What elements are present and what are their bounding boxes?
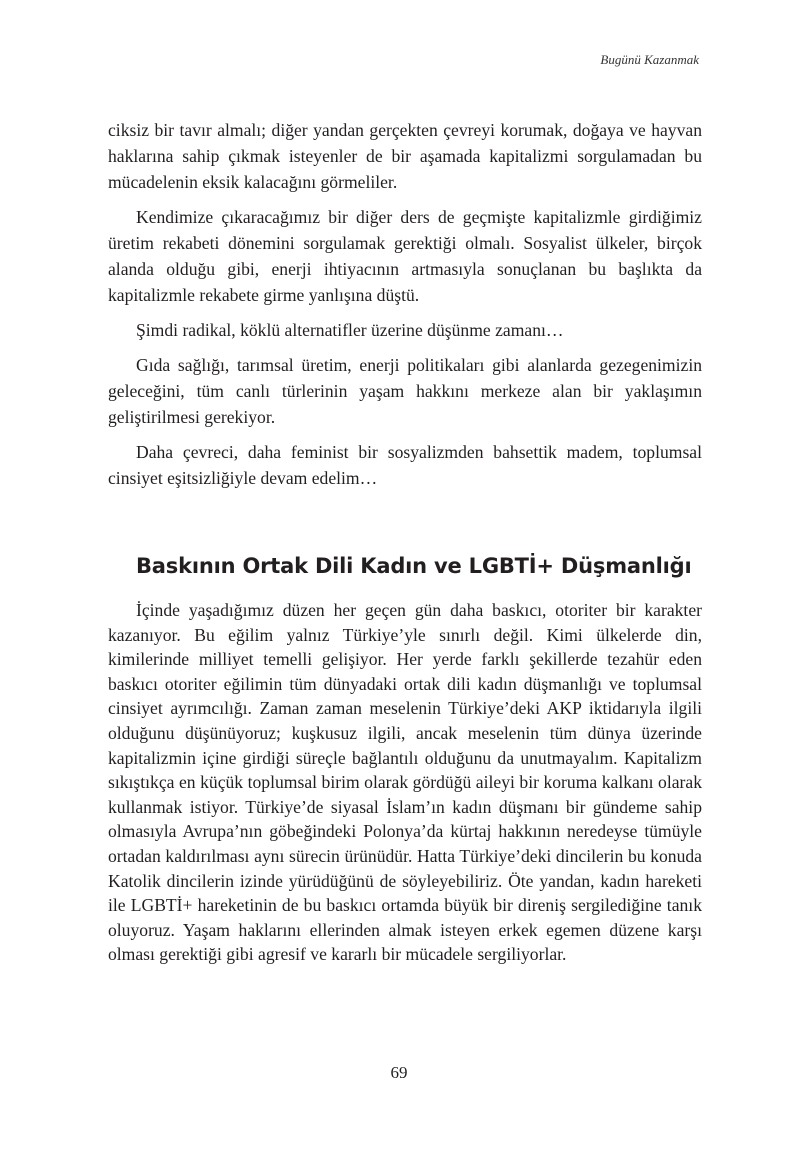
- paragraph-4: Gıda sağlığı, tarımsal üretim, enerji politikaları gibi alanlarda gezegenimizin geleceğini, tüm canlı türlerinin yaşam hakkını merkeze alan bir yaklaşımın geliştirilmesi gerekiyor.: [108, 355, 702, 427]
- paragraph-1: ciksiz bir tavır almalı; diğer yandan gerçekten çevreyi korumak, doğaya ve hayvan haklarına sahip çıkmak isteyenler de bir aşamada kapitalizmi sorgulamadan bu mücadelenin eksik kalacağını görmeliler.: [108, 120, 702, 192]
- paragraph-2: Kendimize çıkaracağımız bir diğer ders de geçmişte kapitalizmle girdiğimiz üretim rekabeti dönemini sorgulamak gerektiği olmalı. Sosyalist ülkeler, birçok alanda olduğu gibi, enerji ihtiyacının artmasıyla sonuçlanan bu başlıkta da kapitalizmle rekabete girme yanlışına düştü.: [108, 207, 702, 305]
- paragraph-3: Şimdi radikal, köklü alternatifler üzerine düşünme zamanı…: [136, 320, 564, 340]
- section-body: [108, 598, 702, 967]
- running-header: Bugünü Kazanmak: [600, 52, 699, 67]
- section-paragraph: İçinde yaşadığımız düzen her geçen gün daha baskıcı, otoriter bir karakter kazanıyor. Bu eğilim yalnız Türkiye’yle sınırlı değil. Kimi ülkelerde din, kimilerinde milliyet temelli gelişiyor. Her yerde farklı şekillerde tezahür eden baskıcı otoriter eğilimin tüm dünyadaki ortak dili kadın düşmanlığı ve toplumsal cinsiyet ayrımcılığı. Zaman zaman meselenin Türkiye’deki AKP iktidarıyla ilgili olduğunu düşünüyoruz; kuşkusuz ilgili, ancak meselenin tüm dünya üzerinde kapitalizmin içine girdiği süreçle bağlantılı olduğunu da unutmayalım. Kapitalizm sıkıştıkça en küçük toplumsal birim olarak gördüğü aileyi bir koruma kalkanı olarak kullanmak istiyor. Türkiye’de siyasal İslam’ın kadın düşmanı bir gündeme sahip olmasıyla Avrupa’nın göbeğindeki Polonya’da kürtaj hakkının neredeyse tümüyle ortadan kaldırılması aynı sürecin ürünüdür. Hatta Türkiye’deki dincilerin bu konuda Katolik dincilerin izinde yürüdüğünü de söyleyebiliriz. Öte yandan, kadın hareketi ile LGBTİ+ hareketinin de bu baskıcı ortamda büyük bir direniş sergilediğine tanık oluyoruz. Yaşam haklarını ellerinden almak isteyen erkek egemen düzene karşı olması gerektiği gibi agresif ve kararlı bir mücadele sergiliyorlar.: [108, 600, 702, 965]
- section-heading: Baskının Ortak Dili Kadın ve LGBTİ+ Düşmanlığı: [136, 554, 692, 578]
- paragraph-5: Daha çevreci, daha feminist bir sosyalizmden bahsettik madem, toplumsal cinsiyet eşitsizliğiyle devam edelim…: [108, 442, 702, 488]
- body-text: [108, 117, 702, 500]
- page-number: 69: [390, 1063, 408, 1082]
